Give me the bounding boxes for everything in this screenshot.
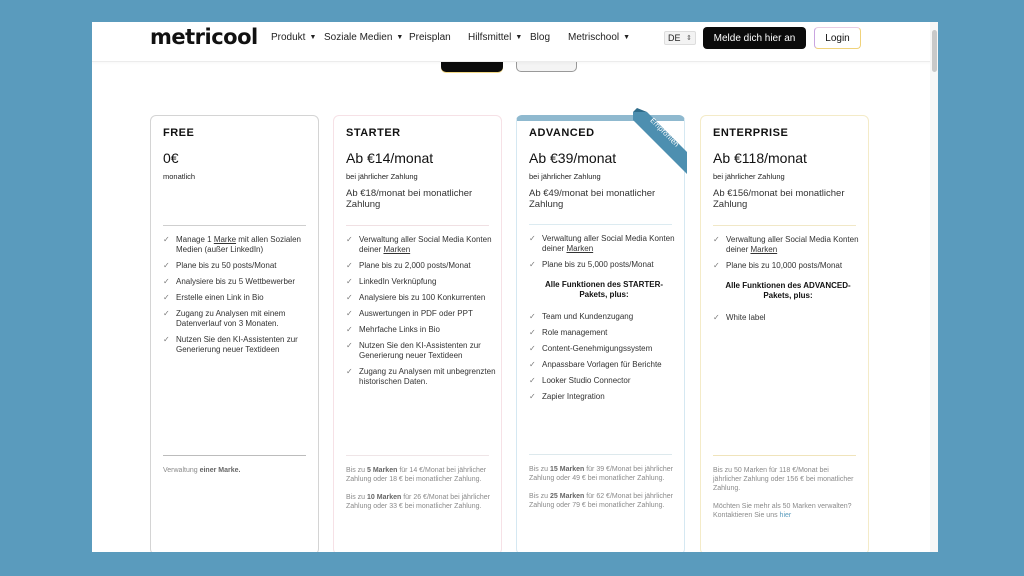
check-icon: ✓ <box>713 261 720 270</box>
plan-price: Ab €14/monat <box>346 150 434 166</box>
divider <box>713 455 856 456</box>
feature-item <box>346 367 496 387</box>
plan-price: 0€ <box>163 150 179 166</box>
feature-item <box>346 293 496 303</box>
nav-label: Soziale Medien <box>324 32 393 43</box>
caret-down-icon: ▼ <box>396 34 404 41</box>
check-icon: ✓ <box>713 235 720 244</box>
feature-item <box>346 309 496 319</box>
features-heading: Alle Funktionen des ADVANCED-Pakets, plus: <box>725 281 851 300</box>
footnote: Bis zu 5 Marken für 14 €/Monat bei jährlicher Zahlung oder 18 € bei monatlicher Zahlung. <box>346 467 487 483</box>
nav-label: Metrischool <box>568 32 620 43</box>
ribbon-text: Empfohlen <box>648 116 681 149</box>
feature-text: Auswertungen in PDF oder PPT <box>359 309 473 318</box>
plan-price-sub: bei jährlicher Zahlung <box>346 172 418 181</box>
feature-text: Nutzen Sie den KI-Assistenten zur Generierung neuer Textideen <box>176 335 298 354</box>
signup-button[interactable]: Melde dich hier an <box>703 27 806 49</box>
scrollbar-thumb[interactable] <box>932 30 937 72</box>
marke-link[interactable]: Marke <box>213 235 237 244</box>
nav-label: Preisplan <box>409 32 451 43</box>
feature-item <box>346 325 496 335</box>
check-icon: ✓ <box>346 325 353 334</box>
feature-list <box>529 234 679 408</box>
top-navbar <box>92 22 938 62</box>
check-icon: ✓ <box>346 309 353 318</box>
feature-item <box>346 235 496 255</box>
metricool-logo[interactable]: metricool <box>150 25 258 49</box>
check-icon: ✓ <box>529 360 536 369</box>
feature-text: Analysiere bis zu 100 Konkurrenten <box>359 293 486 302</box>
feature-text: Anpassbare Vorlagen für Berichte <box>542 360 662 369</box>
check-icon: ✓ <box>346 293 353 302</box>
feature-list <box>346 235 496 393</box>
feature-list <box>163 235 313 361</box>
nav-label: Blog <box>530 32 551 43</box>
plan-price-sub: monatlich <box>163 172 196 181</box>
caret-down-icon: ▼ <box>309 34 317 41</box>
plan-price-monthly: Ab €156/monat bei monatlicher Zahlung <box>713 188 845 210</box>
check-icon: ✓ <box>529 344 536 353</box>
feature-text: Plane bis zu 10,000 posts/Monat <box>726 261 843 270</box>
feature-text: Erstelle einen Link in Bio <box>176 293 264 302</box>
marken-link[interactable]: Marken <box>750 245 778 254</box>
feature-item <box>163 277 313 287</box>
plan-card-enterprise <box>700 115 869 552</box>
check-icon: ✓ <box>163 261 170 270</box>
feature-text: Looker Studio Connector <box>542 376 631 385</box>
feature-text: Team und Kundenzugang <box>542 312 634 321</box>
check-icon: ✓ <box>163 335 170 344</box>
marken-link[interactable]: Marken <box>566 244 594 253</box>
check-icon: ✓ <box>163 293 170 302</box>
feature-item <box>713 235 863 255</box>
footnote: Bis zu 15 Marken für 39 €/Monat bei jährlicher Zahlung oder 49 € bei monatlicher Zahlung. <box>529 466 673 482</box>
check-icon: ✓ <box>529 392 536 401</box>
feature-text: White label <box>726 313 766 322</box>
caret-down-icon: ▼ <box>623 34 631 41</box>
feature-text: Verwaltung aller Social Media Konten deiner Marken <box>726 235 859 254</box>
plan-card-starter <box>333 115 502 552</box>
plan-footnotes <box>346 466 491 520</box>
plan-name: STARTER <box>346 127 401 139</box>
feature-text: Mehrfache Links in Bio <box>359 325 440 334</box>
feature-item <box>346 277 496 287</box>
feature-item <box>163 235 313 255</box>
check-icon: ✓ <box>529 312 536 321</box>
plan-price-sub: bei jährlicher Zahlung <box>529 172 601 181</box>
divider <box>163 455 306 456</box>
check-icon: ✓ <box>163 309 170 318</box>
plan-price-monthly: Ab €49/monat bei monatlicher Zahlung <box>529 188 656 210</box>
feature-text: Role management <box>542 328 608 337</box>
plan-card-free <box>150 115 319 552</box>
plan-price-sub: bei jährlicher Zahlung <box>713 172 785 181</box>
feature-text: Zugang zu Analysen mit einem Datenverlauf von 3 Monaten. <box>176 309 286 328</box>
footnote: Möchten Sie mehr als 50 Marken verwalten? Kontaktieren Sie uns hier <box>713 503 852 519</box>
feature-item <box>346 341 496 361</box>
check-icon: ✓ <box>529 376 536 385</box>
feature-item <box>713 261 863 271</box>
nav-soziale-medien[interactable] <box>324 32 403 43</box>
feature-text: Nutzen Sie den KI-Assistenten zur Generierung neuer Textideen <box>359 341 481 360</box>
language-select[interactable] <box>664 31 696 45</box>
feature-item <box>163 261 313 271</box>
plan-name: ADVANCED <box>529 127 595 139</box>
feature-text: Verwaltung aller Social Media Konten deiner Marken <box>359 235 492 254</box>
nav-label: Hilfsmittel <box>468 32 512 43</box>
feature-item <box>529 234 679 254</box>
feature-item <box>163 335 313 355</box>
feature-item <box>713 313 863 323</box>
plan-card-advanced <box>516 115 685 552</box>
feature-item <box>529 376 679 386</box>
feature-text: Manage 1 Marke mit allen Sozialen Medien (außer LinkedIn) <box>176 235 301 254</box>
check-icon: ✓ <box>163 235 170 244</box>
feature-item <box>529 392 679 402</box>
check-icon: ✓ <box>713 313 720 322</box>
nav-hilfsmittel[interactable] <box>468 32 522 43</box>
select-arrows-icon: ⇕ <box>686 35 692 42</box>
feature-item <box>529 328 679 338</box>
nav-preisplan[interactable] <box>409 32 451 43</box>
divider <box>713 225 856 226</box>
feature-text: Plane bis zu 2,000 posts/Monat <box>359 261 471 270</box>
check-icon: ✓ <box>529 328 536 337</box>
nav-produkt[interactable] <box>271 32 316 43</box>
plan-price: Ab €39/monat <box>529 150 617 166</box>
check-icon: ✓ <box>529 260 536 269</box>
language-value: DE <box>668 33 681 43</box>
check-icon: ✓ <box>529 234 536 243</box>
plan-name: FREE <box>163 127 195 139</box>
plan-price-monthly: Ab €18/monat bei monatlicher Zahlung <box>346 188 473 210</box>
footnote: Bis zu 50 Marken für 118 €/Monat bei jährlicher Zahlung oder 156 € bei monatlicher Zahlung. <box>713 467 854 492</box>
divider <box>346 225 489 226</box>
footnote: Bis zu 10 Marken für 26 €/Monat bei jährlicher Zahlung oder 33 € bei monatlicher Zahlung. <box>346 494 490 510</box>
check-icon: ✓ <box>346 367 353 376</box>
marken-link[interactable]: Marken <box>383 245 411 254</box>
feature-item <box>163 293 313 303</box>
contact-here-link[interactable]: hier <box>779 512 792 519</box>
feature-text: Plane bis zu 50 posts/Monat <box>176 261 277 270</box>
recommended-ribbon <box>633 112 687 174</box>
divider <box>163 225 306 226</box>
check-icon: ✓ <box>346 277 353 286</box>
divider <box>529 224 672 225</box>
plan-name: ENTERPRISE <box>713 127 789 139</box>
feature-text: Verwaltung aller Social Media Konten deiner Marken <box>542 234 675 253</box>
footnote: Bis zu 25 Marken für 62 €/Monat bei jährlicher Zahlung oder 79 € bei monatlicher Zahlung. <box>529 493 673 509</box>
feature-text: Content-Genehmigungssystem <box>542 344 653 353</box>
caret-down-icon: ▼ <box>515 34 523 41</box>
plan-footnotes <box>529 465 674 519</box>
footnote: Verwaltung einer Marke. <box>163 467 241 474</box>
plan-price: Ab €118/monat <box>713 150 807 166</box>
browser-viewport <box>92 22 938 552</box>
check-icon: ✓ <box>346 261 353 270</box>
feature-item <box>163 309 313 329</box>
nav-metrischool[interactable] <box>568 32 630 43</box>
plan-footnotes <box>163 466 308 484</box>
feature-text: Analysiere bis zu 5 Wettbewerber <box>176 277 296 286</box>
feature-text: Zapier Integration <box>542 392 605 401</box>
check-icon: ✓ <box>346 341 353 350</box>
divider <box>346 455 489 456</box>
check-icon: ✓ <box>163 277 170 286</box>
nav-label: Produkt <box>271 32 306 43</box>
feature-text: LinkedIn Verknüpfung <box>359 277 437 286</box>
features-heading: Alle Funktionen des STARTER-Pakets, plus: <box>544 280 664 299</box>
login-button[interactable]: Login <box>814 27 861 49</box>
nav-blog[interactable] <box>530 32 550 43</box>
check-icon: ✓ <box>346 235 353 244</box>
plan-footnotes <box>713 466 858 529</box>
feature-item <box>346 261 496 271</box>
divider <box>529 454 672 455</box>
feature-item <box>529 260 679 270</box>
feature-item <box>529 344 679 354</box>
scrollbar-track[interactable] <box>930 22 938 552</box>
feature-text: Zugang zu Analysen mit unbegrenzten historischen Daten. <box>359 367 496 386</box>
feature-item <box>529 360 679 370</box>
feature-item <box>529 312 679 322</box>
feature-list <box>713 235 863 329</box>
feature-text: Plane bis zu 5,000 posts/Monat <box>542 260 654 269</box>
